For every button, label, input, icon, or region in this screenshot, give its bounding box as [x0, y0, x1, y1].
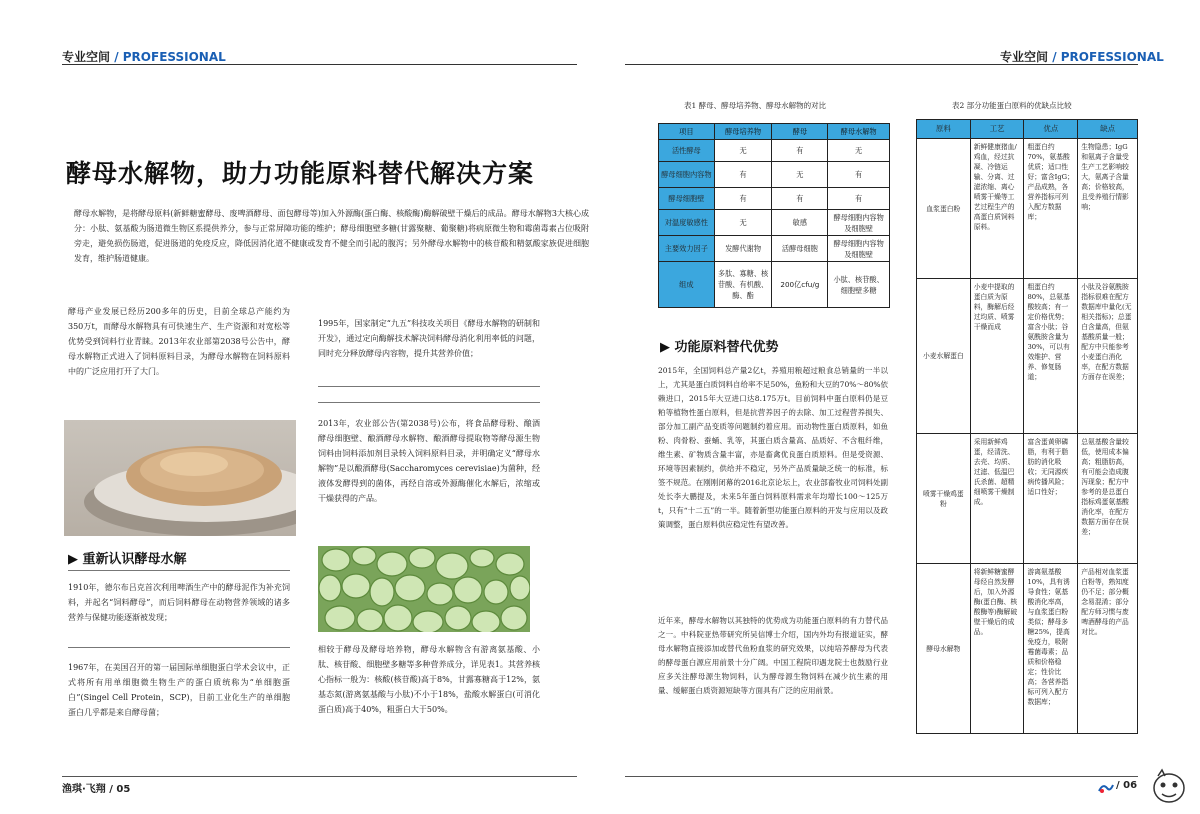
paragraph-composition: 相较于酵母及酵母培养物，酵母水解物含有游离氨基酸、小肽、核苷酸、细胞壁多糖等多种营养成分，详见表1。其营养核心指标一般为：核酸(核苷酸)高于8%，甘露寡糖高于12%，氨基态氮(游离氨基酸与小肽)不小于18%，盐酸水解蛋白(可消化蛋白质)高于40%，粗蛋白大于50%。	[318, 645, 540, 714]
table-row: 喷雾干燥鸡蛋粉 采用新鲜鸡蛋，经清洗、去壳、均质、过滤、低温巴氏杀菌、超精细喷雾干燥制成。 富含蛋黄卵磷脂，有利于脂肪的消化吸收；无同源疾病传播风险；适口性好； 总氨基酸含量较低，使用成本偏高；粗脂肪高，有可能会造成腹泻现象；配方中参考的是总蛋白指标鸡蛋氨基酸消化率，在配方数据方面存在误差；	[917, 434, 1138, 564]
table1-header: 项目	[659, 124, 715, 140]
logo-icon	[1098, 779, 1114, 791]
table2-header: 优点	[1024, 120, 1078, 139]
article-title: 酵母水解物，助力功能原料替代解决方案	[66, 159, 535, 188]
table1-header: 酵母水解物	[828, 124, 890, 140]
table2-header: 原料	[917, 120, 971, 139]
section-label-en: PROFESSIONAL	[122, 50, 226, 64]
table-row: 组成 多肽、寡糖、核苷酸、有机酸、酶、酯 200亿cfu/g 小肽、核苷酸、细胞壁多糖	[659, 262, 890, 308]
footer-rule-right	[625, 776, 1138, 777]
divider	[68, 570, 290, 571]
paragraph-1967: 1967年，在美国召开的第一届国际单细胞蛋白学术会议中，正式将所有用单细胞微生物生产的蛋白质统称为“单细胞蛋白”(Singel Cell Protein，SCP)，目前工业化生产的单细胞蛋白几乎都是来自酵母菌；	[68, 663, 290, 717]
table-protein-comparison	[916, 119, 1138, 734]
header-rule-left	[62, 64, 577, 65]
paragraph-2013: 2013年，农业部公告(第2038号)公布，将食品酵母粉、酿酒酵母细胞壁、酿酒酵母水解物、酿酒酵母提取物等酵母源生物饲料由饲料添加剂目录转入饲料原料目录，并明确定义“酵母水解物”是以酿酒酵母(Saccharomyces cerevisiae)为菌种，经液体发酵得到的菌体，再经自溶或外源酶催化水解后，浓缩或干燥获得的产品。	[318, 419, 540, 503]
paragraph-1910: 1910年，德尔布吕克首次利用啤酒生产中的酵母泥作为补充饲料，并起名“饲料酵母”，而后饲料酵母在动物营养领域的诸多营养与保健功能逐渐被发现；	[68, 583, 290, 622]
page-number-right: / 06	[1116, 780, 1138, 791]
paragraph-recent: 近年来，酵母水解物以其独特的优势成为功能蛋白原料的有力替代品之一。中科院亚热带研究所吴信博士介绍，国内外均有报道证实，酵母水解物直接添加或替代鱼粉血浆的研究效果，以纯培养酵母为代表的酵母蛋白源应用前景十分广阔。中国工程院印遇龙院士也鼓励行业应多关注酵母源生物饲料，认为酵母源生物饲料在减少抗生素的用量、缓解蛋白质资源短缺等方面具有广泛的应用前景。	[658, 616, 888, 695]
table-row: 对温度敏感性 无 敏感 酵母细胞内容物及细胞壁	[659, 210, 890, 236]
table-row: 酵母细胞壁 有 有 有	[659, 188, 890, 210]
footer-rule-left	[62, 776, 577, 777]
paragraph-1995: 1995年，国家制定“九五”科技攻关项目《酵母水解物的研制和开发》，通过定向酶解技术解决饲料酵母消化利用率低的问题，同时充分释放酵母内容物，提升其营养价值；	[318, 319, 540, 358]
section-heading-advantage: ▶ 功能原料替代优势	[660, 340, 779, 355]
left-page-header: 专业空间 / PROFESSIONAL	[62, 50, 226, 64]
table-row: 酵母水解物 将新鲜糖蜜酵母经自然发酵后，加入外源酶(蛋白酶、核酸酶等)酶解破壁干燥后的成品。 游离氨基酸10%，具有诱导食性；氨基酸消化率高，与血浆蛋白粉类似；酵母多糖25%，提高免疫力，吸附霉菌毒素；品质和价格稳定；性价比高；各营养指标可列入配方数据库； 产品相对血浆蛋白粉等，熟知度仍不足；部分概念易混淆；部分配方师习惯与废啤酒酵母的产品对比。	[917, 564, 1138, 734]
yeast-micrograph	[318, 546, 530, 632]
table-row: 酵母细胞内容物 有 无 有	[659, 162, 890, 188]
table2-caption: 表2 部分功能蛋白原料的优缺点比较	[952, 101, 1072, 110]
divider	[68, 647, 290, 648]
table1-header: 酵母	[772, 124, 828, 140]
mascot-icon	[1150, 766, 1188, 806]
table-row: 活性酵母 无 有 无	[659, 140, 890, 162]
page-number-left: 渔琪·飞翔 / 05	[62, 784, 131, 795]
paragraph-history: 酵母产业发展已经历200多年的历史，目前全球总产能约为350万t，而酵母水解物具有可快速生产、生产资源和对宽松等优势受到饲料行业青睐。2013年农业部第2038号公告中，酵母水解物正式进入了饲料原料目录，为酵母水解物在饲料原料中的广泛应用打开了大门。	[68, 307, 290, 376]
table2-header: 工艺	[970, 120, 1024, 139]
table2-header: 缺点	[1078, 120, 1138, 139]
table-yeast-comparison	[658, 123, 890, 308]
header-rule-right	[625, 64, 1138, 65]
table-row: 血浆蛋白粉 新鲜健康猪血/鸡血，经过抗凝、冷链运输、分离、过滤浓缩、离心喷雾干燥等工艺过程生产的高蛋白质饲料原料。 粗蛋白约70%，氨基酸优质；适口性好；富含IgG；产品成熟，各营养指标可列入配方数据库； 生物隐患；IgG和氨离子含量受生产工艺影响较大，氨离子含量高；价格较高，且受养殖行情影响；	[917, 139, 1138, 279]
paragraph-2015: 2015年，全国饲料总产量2亿t，养殖用粮超过粮食总销量的一半以上，尤其是蛋白质饲料自给率不足50%，鱼粉和大豆的70%～80%依赖进口，2015年大豆进口达8.175万t。目前饲料中蛋白原料仍是豆粕等植物性蛋白原料，但是抗营养因子的去除、加工过程营养损失、部分加工副产品变质等问题制约着应用。而动物性蛋白质原料，如鱼粉、肉骨粉、蚕蛹、乳等，其蛋白质含量高、品质好、不含粗纤维，维生素、矿物质含量丰富，亦是畜禽优良蛋白质原料。但是受资源、环境等因素制约，供给并不稳定，另外产品质量缺乏统一的标准，标签不规范。在刚刚闭幕的2016北京论坛上，农业部畜牧业司饲料处副处长李大鹏提及，未来5年蛋白饲料原料需求年均增长100～125万t，只有“十二五”的一半。随着新型功能蛋白原料的开发与应用以及政策调整，蛋白原料供应稳定性有望改善。	[658, 366, 889, 529]
divider	[318, 402, 540, 403]
article-intro: 酵母水解物，是将酵母原料(新鲜糖蜜酵母、废啤酒酵母、面包酵母等)加入外源酶(蛋白酶、核酸酶)酶解破壁干燥后的成品。酵母水解物3大核心成分：小肽、氨基酸为肠道微生物区系提供养分，参与正常屏障功能的维护；酵母细胞壁多糖(甘露聚糖、葡聚糖)将病原微生物和霉菌毒素占位吸附旁走，避免损伤肠道，促进肠道的免疫反应，降低因消化道不健康或发育不健全而引起的腹泻；另外酵母水解物中的核苷酸和精氨酸家族促进细胞发育，维护肠道健康。	[74, 209, 589, 263]
divider	[318, 386, 540, 387]
section-heading-rethink: ▶ 重新认识酵母水解	[68, 552, 187, 567]
yeast-powder-photo	[64, 420, 296, 536]
table-row: 主要效力因子 发酵代谢物 活酵母细胞 酵母细胞内容物及细胞壁	[659, 236, 890, 262]
table-row: 小麦水解蛋白 小麦中提取的蛋白质为原料，酶解后经过均质、喷雾干燥而成 粗蛋白约80%，总氨基酸较高；有一定价格优势；富含小肽；谷氨酰胺含量为30%，可以有效维护、营养、修复肠道； 小肽及谷氨酰胺指标很难在配方数据库中量化(无相关指标)；总蛋白含量高，但氨基酸质量一般；配方中只能参考小麦蛋白消化率，在配方数据方面存在误差；	[917, 279, 1138, 434]
right-page-header: 专业空间 / PROFESSIONAL	[1000, 50, 1164, 64]
section-label-cn: 专业空间	[62, 50, 111, 64]
table1-caption: 表1 酵母、酵母培养物、酵母水解物的对比	[684, 101, 827, 110]
table1-header: 酵母培养物	[714, 124, 772, 140]
